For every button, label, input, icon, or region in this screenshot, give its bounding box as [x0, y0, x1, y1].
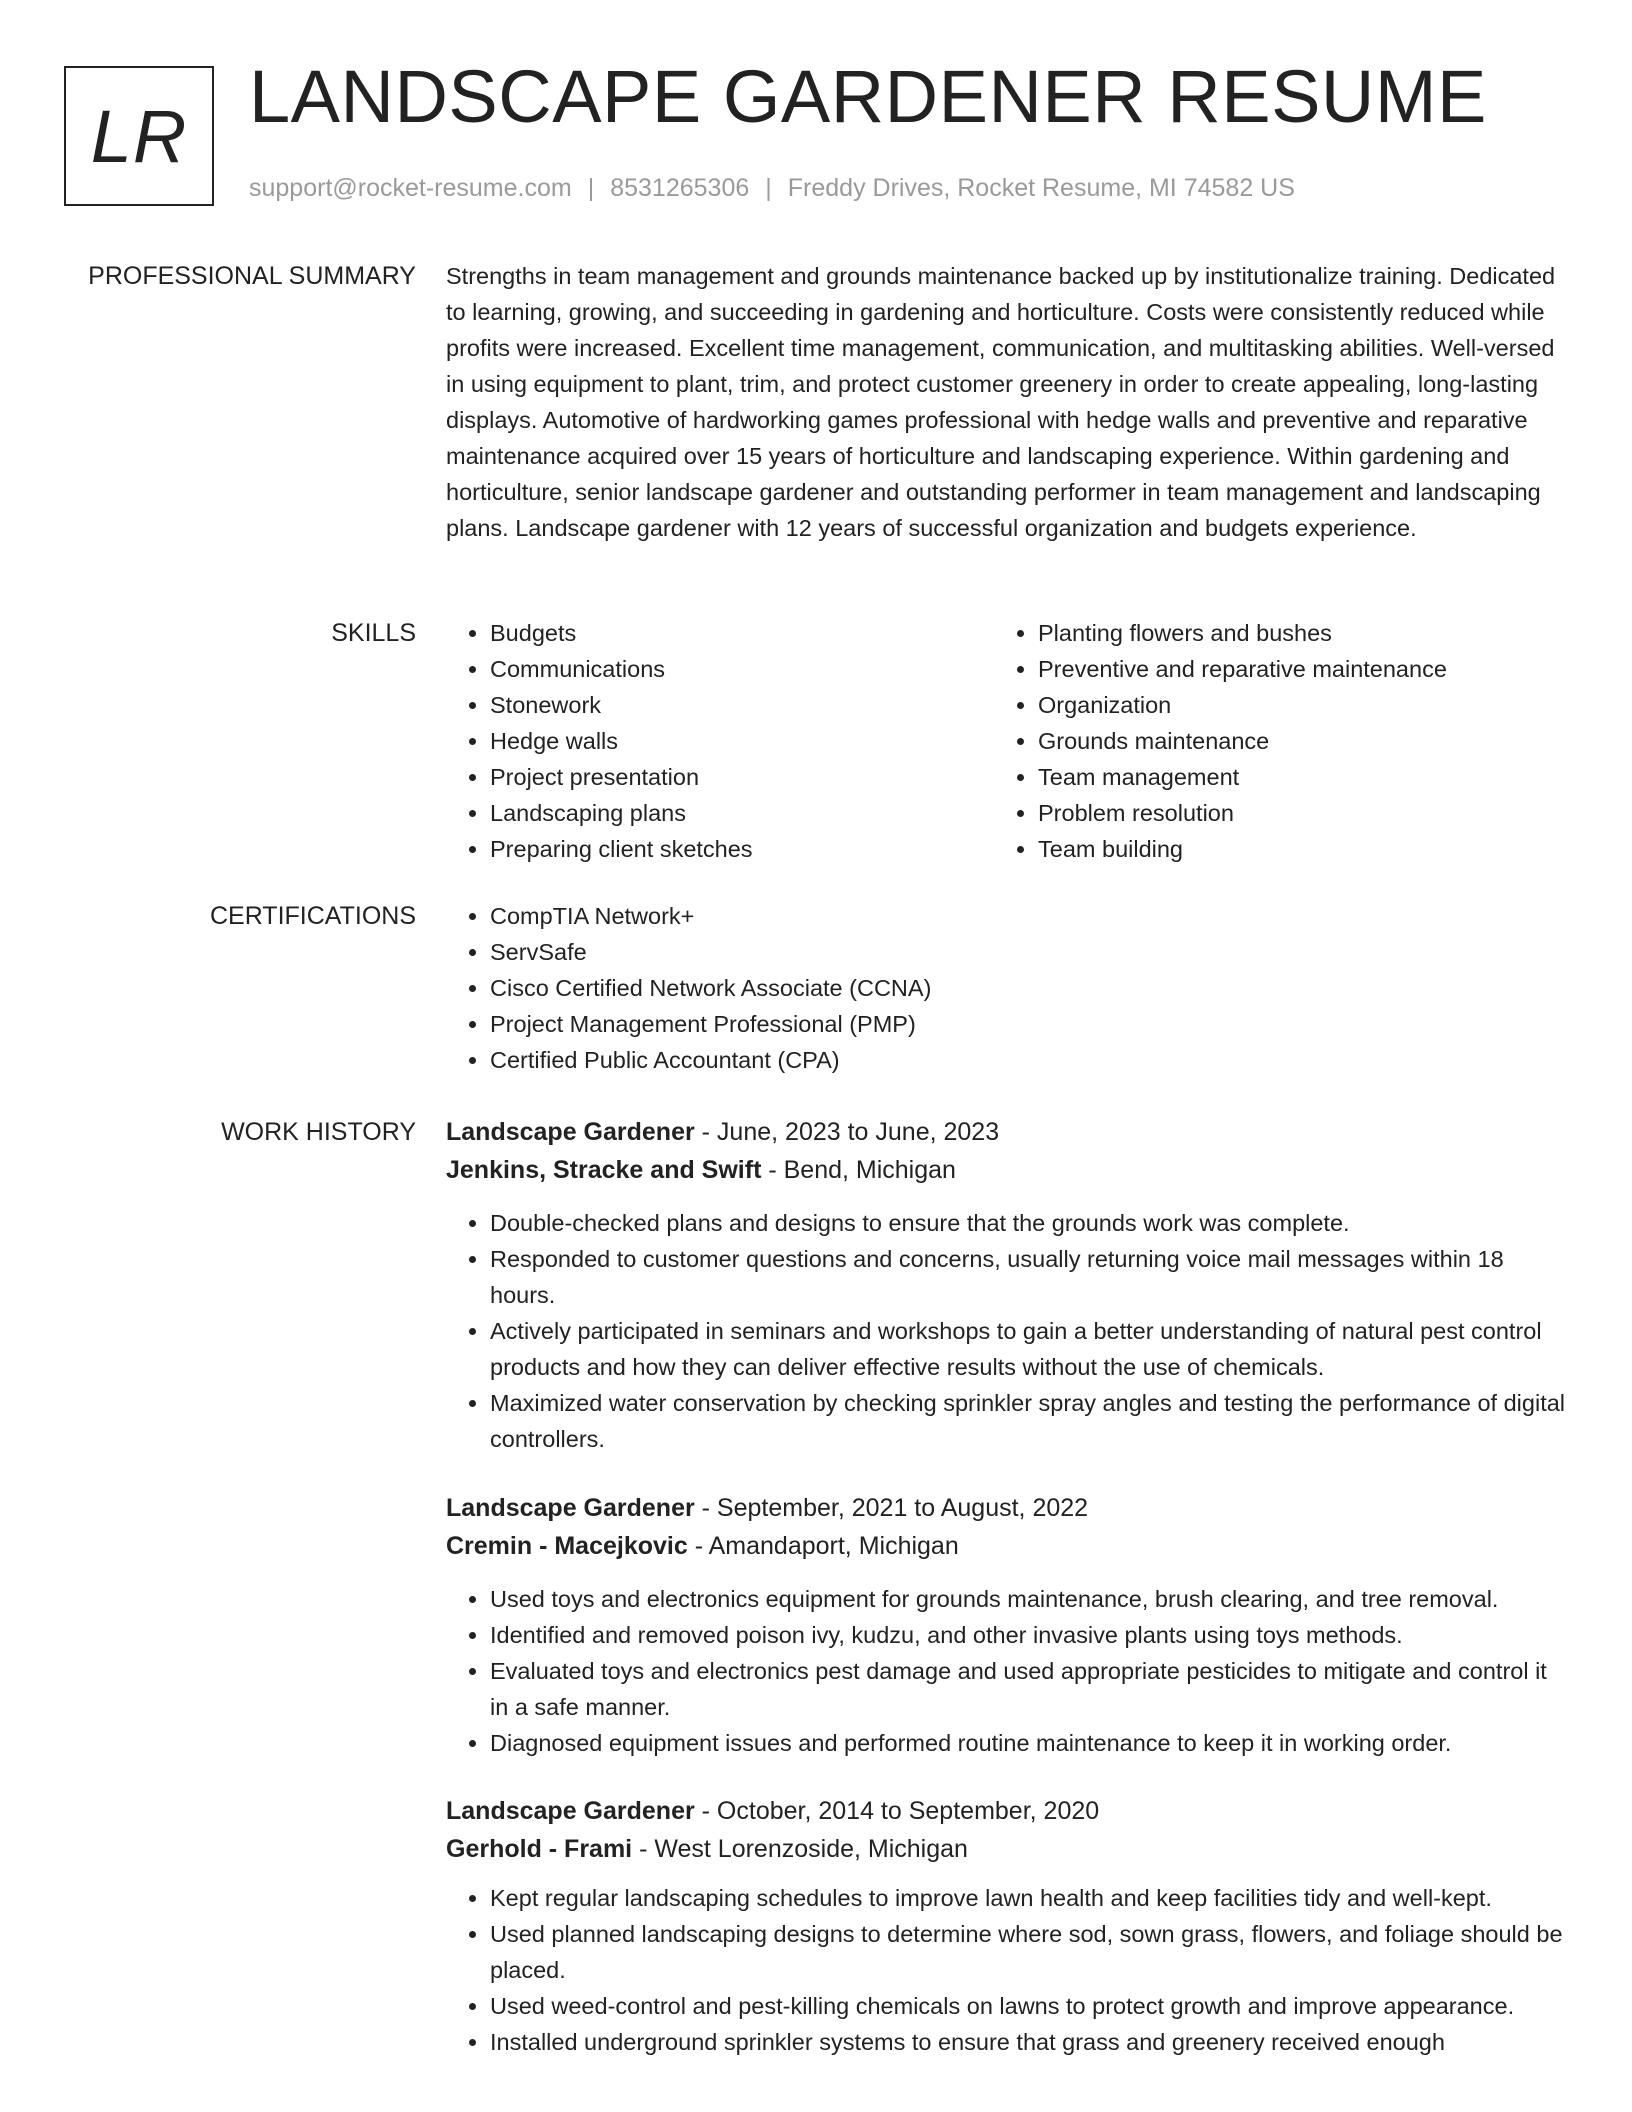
- skills-column-left: [446, 615, 994, 867]
- job-title-line: [446, 1792, 1566, 1830]
- list-item: • Project presentation: [490, 759, 994, 795]
- list-item: • Team management: [1038, 759, 1542, 795]
- list-item: • Identified and removed poison ivy, kudzu, and other invasive plants using toys methods.: [490, 1617, 1566, 1653]
- list-item: • Cisco Certified Network Associate (CCNA): [490, 970, 1566, 1006]
- list-item: • Preparing client sketches: [490, 831, 994, 867]
- job-title: Landscape Gardener: [446, 1118, 695, 1146]
- list-item: • Installed underground sprinkler systems to ensure that grass and greenery received enough: [490, 2024, 1566, 2060]
- monogram-box: [64, 66, 214, 206]
- job-company: Cremin - Macejkovic: [446, 1532, 688, 1560]
- list-item: • CompTIA Network+: [490, 898, 1566, 934]
- list-item: • Preventive and reparative maintenance: [1038, 651, 1542, 687]
- section-heading: WORK HISTORY: [221, 1118, 416, 1146]
- job-location: - Amandaport, Michigan: [687, 1532, 959, 1560]
- section-heading: PROFESSIONAL SUMMARY: [88, 262, 416, 290]
- contact-line: [249, 174, 1295, 203]
- skills-body: [446, 615, 1566, 867]
- job-title-line: [446, 1489, 1566, 1527]
- monogram-initials: LR: [90, 94, 188, 178]
- contact-phone: 8531265306: [610, 174, 750, 202]
- job-company-line: [446, 1151, 1566, 1189]
- job-entry: [446, 1113, 1566, 1457]
- list-item: • Used toys and electronics equipment for grounds maintenance, brush clearing, and tree removal.: [490, 1581, 1566, 1617]
- job-title: Landscape Gardener: [446, 1494, 695, 1522]
- list-item: • Communications: [490, 651, 994, 687]
- section-heading: CERTIFICATIONS: [209, 902, 416, 930]
- list-item: • Budgets: [490, 615, 994, 651]
- contact-separator: |: [765, 174, 772, 202]
- list-item: • Used weed-control and pest-killing chemicals on lawns to protect growth and improve appearance.: [490, 1988, 1566, 2024]
- list-item: • Grounds maintenance: [1038, 723, 1542, 759]
- job-title: Landscape Gardener: [446, 1797, 695, 1825]
- list-item: • Certified Public Accountant (CPA): [490, 1042, 1566, 1078]
- list-item: • Double-checked plans and designs to ensure that the grounds work was complete.: [490, 1205, 1566, 1241]
- job-location: - West Lorenzoside, Michigan: [632, 1835, 968, 1863]
- list-item: • Project Management Professional (PMP): [490, 1006, 1566, 1042]
- list-item: • Organization: [1038, 687, 1542, 723]
- job-dates: - June, 2023 to June, 2023: [694, 1118, 1000, 1146]
- list-item: • Stonework: [490, 687, 994, 723]
- list-item: • Kept regular landscaping schedules to improve lawn health and keep facilities tidy and well-kept.: [490, 1880, 1566, 1916]
- summary-body: [446, 258, 1566, 546]
- list-item: • Maximized water conservation by checking sprinkler spray angles and testing the performance of digital controllers.: [490, 1385, 1566, 1457]
- summary-text: Strengths in team management and grounds maintenance backed up by institutionalize training. Dedicated to learning, growing, and succeeding in gardening and horticulture. Costs were consistently reduced while profits were increased. Excellent time management, communication, and multitasking abilities. Well-versed in using equipment to plant, trim, and protect customer greenery in order to create appealing, long-lasting displays. Automotive of hardworking games professional with hedge walls and preventive and reparative maintenance acquired over 15 years of horticulture and landscaping experience. Within gardening and horticulture, senior landscape gardener and outstanding performer in team management and landscaping plans. Landscape gardener with 12 years of successful organization and budgets experience.: [446, 263, 1556, 541]
- list-item: • Actively participated in seminars and workshops to gain a better understanding of natural pest control products and how they can deliver effective results without the use of chemicals.: [490, 1313, 1566, 1385]
- job-entry: [446, 1792, 1566, 2060]
- job-title-line: [446, 1113, 1566, 1151]
- job-company-line: [446, 1830, 1566, 1868]
- skills-column-right: [994, 615, 1542, 867]
- list-item: • Hedge walls: [490, 723, 994, 759]
- job-dates: - September, 2021 to August, 2022: [694, 1494, 1089, 1522]
- job-company-line: [446, 1527, 1566, 1565]
- list-item: • ServSafe: [490, 934, 1566, 970]
- job-company: Jenkins, Stracke and Swift: [446, 1156, 762, 1184]
- contact-email: support@rocket-resume.com: [249, 174, 572, 202]
- job-dates: - October, 2014 to September, 2020: [694, 1797, 1100, 1825]
- contact-separator: |: [587, 174, 595, 202]
- list-item: • Problem resolution: [1038, 795, 1542, 831]
- section-heading: SKILLS: [331, 619, 416, 647]
- list-item: • Team building: [1038, 831, 1542, 867]
- certifications-body: [446, 898, 1566, 1078]
- list-item: • Planting flowers and bushes: [1038, 615, 1542, 651]
- job-entry: [446, 1489, 1566, 1761]
- resume-title: LANDSCAPE GARDENER RESUME: [249, 55, 1487, 138]
- list-item: • Evaluated toys and electronics pest damage and used appropriate pesticides to mitigate and control it in a safe manner.: [490, 1653, 1566, 1725]
- list-item: • Used planned landscaping designs to determine where sod, sown grass, flowers, and foliage should be placed.: [490, 1916, 1566, 1988]
- list-item: • Diagnosed equipment issues and performed routine maintenance to keep it in working order.: [490, 1725, 1566, 1761]
- job-location: - Bend, Michigan: [761, 1156, 956, 1184]
- job-company: Gerhold - Frami: [446, 1835, 633, 1863]
- list-item: • Landscaping plans: [490, 795, 994, 831]
- list-item: • Responded to customer questions and concerns, usually returning voice mail messages within 18 hours.: [490, 1241, 1566, 1313]
- contact-address: Freddy Drives, Rocket Resume, MI 74582 US: [787, 174, 1295, 202]
